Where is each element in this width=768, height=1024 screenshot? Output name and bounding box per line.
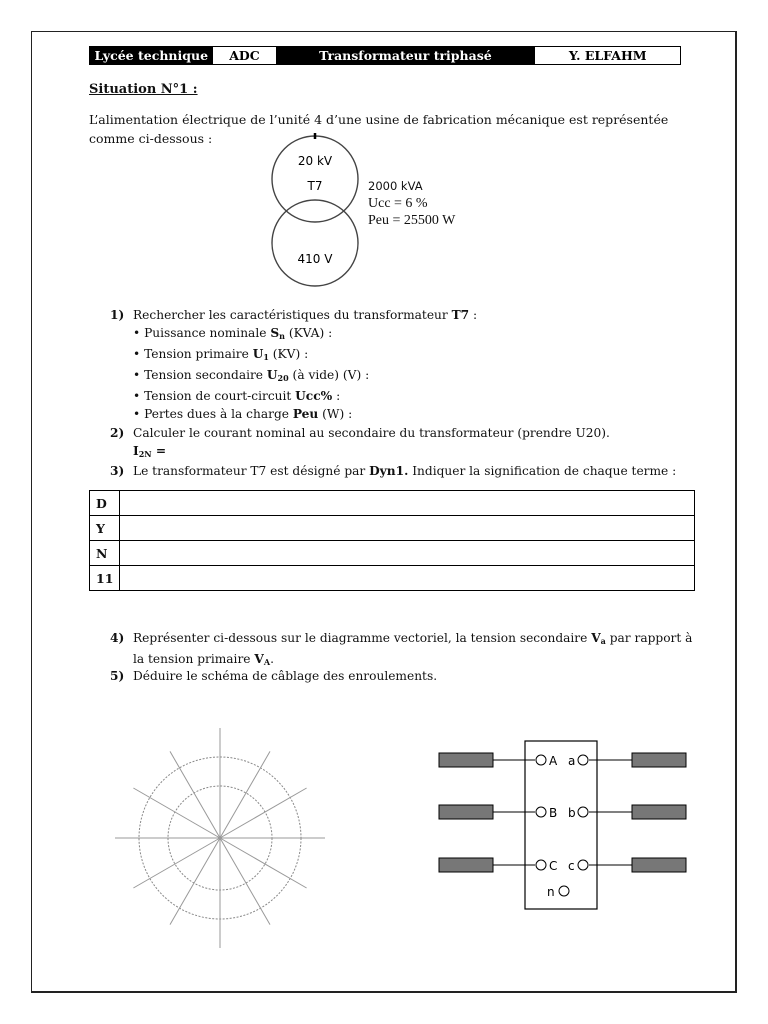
- intro-text: L’alimentation électrique de l’unité 4 d’une usine de fabrication mécanique est représentée comme ci-dessous :: [89, 112, 669, 146]
- transformer-power: 2000 kVA: [368, 179, 423, 193]
- q1-bold: T7: [451, 308, 470, 322]
- q5-text: Déduire le schéma de câblage des enroulements.: [133, 669, 438, 683]
- vector-ray: [170, 838, 220, 925]
- label-A: A: [549, 754, 558, 768]
- vector-diagram[interactable]: [115, 715, 325, 950]
- q5-number: 5): [110, 669, 125, 683]
- label-n: n: [547, 885, 555, 899]
- secondary-lines: [589, 753, 686, 872]
- q1-number: 1): [110, 308, 125, 322]
- terminal-A: [536, 755, 546, 765]
- q3-number: 3): [110, 464, 125, 478]
- label-b: b: [568, 806, 576, 820]
- label-B: B: [549, 806, 558, 820]
- question-3: 3) Le transformateur T7 est désigné par Dyn1. Indiquer la signification de chaque terme :: [110, 464, 677, 478]
- label-c: c: [568, 859, 575, 873]
- header-subject: Transformateur triphasé: [276, 47, 534, 64]
- vector-ray: [220, 788, 307, 838]
- vector-ray: [133, 788, 220, 838]
- q3-text: Le transformateur T7 est désigné par: [133, 464, 370, 478]
- vector-ray: [170, 751, 220, 838]
- q1-bullet-ucc: • Tension de court-circuit Ucc% :: [133, 387, 695, 405]
- primary-lines: [439, 753, 535, 872]
- transformer-peu: Peu = 25500 W: [368, 213, 456, 228]
- q1-bullet-peu: • Pertes dues à la charge Peu (W) :: [133, 405, 695, 423]
- question-2: [110, 424, 695, 463]
- vector-ray: [220, 838, 307, 888]
- table-answer-cell[interactable]: [120, 516, 695, 541]
- table-key: 11: [90, 566, 120, 591]
- vector-ray: [220, 751, 270, 838]
- primary-voltage: 20 kV: [297, 154, 333, 168]
- wiring-diagram[interactable]: [437, 739, 692, 911]
- q1-text: Rechercher les caractéristiques du transformateur: [133, 308, 448, 322]
- table-row: [90, 541, 695, 566]
- terminal-a: [578, 755, 588, 765]
- table-key: D: [90, 491, 120, 516]
- header-bar: [89, 46, 681, 65]
- q4-number: 4): [110, 631, 125, 645]
- vector-ray: [220, 838, 270, 925]
- q2-text: Calculer le courant nominal au secondaire du transformateur (prendre U20).: [133, 426, 610, 440]
- question-1: 1) Rechercher les caractéristiques du transformateur T7 : • Puissance nominale $S_n$ (KVA) : • Tension primaire $U_1$ (KV) : • Tension secondaire $U_{20}$ (à vide) (V) : • Tension de court-circuit Ucc% : • Pertes dues à la charge Peu (W) :: [110, 306, 695, 423]
- question-5: [110, 667, 695, 685]
- situation-title: Situation N°1 :: [89, 82, 198, 97]
- label-C: C: [549, 859, 558, 873]
- transformer-symbol: [265, 130, 365, 292]
- q1-bullet-u1: • Tension primaire $U_1$ (KV) :: [133, 345, 695, 366]
- q3-bold: Dyn1.: [369, 464, 409, 478]
- table-answer-cell[interactable]: [120, 491, 695, 516]
- table-row: [90, 516, 695, 541]
- transformer-name: T7: [307, 179, 323, 193]
- terminal-B: [536, 807, 546, 817]
- table-answer-cell[interactable]: [120, 541, 695, 566]
- question-4: 4) Représenter ci-dessous sur le diagramme vectoriel, la tension secondaire $V_a$ par rapport à la tension primaire $V_A$.: [110, 631, 693, 667]
- table-answer-cell[interactable]: [120, 566, 695, 591]
- terminal-c: [578, 860, 588, 870]
- coupling-code-table: [89, 490, 695, 591]
- label-a: a: [568, 754, 576, 768]
- transformer-ucc: Ucc = 6 %: [368, 196, 428, 211]
- q1-bullet-u20: • Tension secondaire $U_{20}$ (à vide) (V) :: [133, 366, 695, 387]
- header-school: Lycée technique: [90, 47, 213, 64]
- table-key: N: [90, 541, 120, 566]
- table-row: [90, 491, 695, 516]
- table-row: [90, 566, 695, 591]
- terminal-b: [578, 807, 588, 817]
- q2-answer: $I_{2N}$ =: [133, 444, 167, 459]
- header-author: Y. ELFAHM: [534, 47, 680, 64]
- vector-ray: [133, 838, 220, 888]
- q2-number: 2): [110, 426, 125, 440]
- q4-text: Représenter ci-dessous sur le diagramme vectoriel, la tension secondaire: [133, 631, 592, 645]
- terminal-C: [536, 860, 546, 870]
- terminal-n: [559, 886, 569, 896]
- transformer-info: [368, 178, 455, 229]
- secondary-voltage: 410 V: [297, 252, 333, 266]
- q1-bullet-sn: • Puissance nominale $S_n$ (KVA) :: [133, 324, 695, 345]
- header-section: ADC: [213, 47, 277, 64]
- table-key: Y: [90, 516, 120, 541]
